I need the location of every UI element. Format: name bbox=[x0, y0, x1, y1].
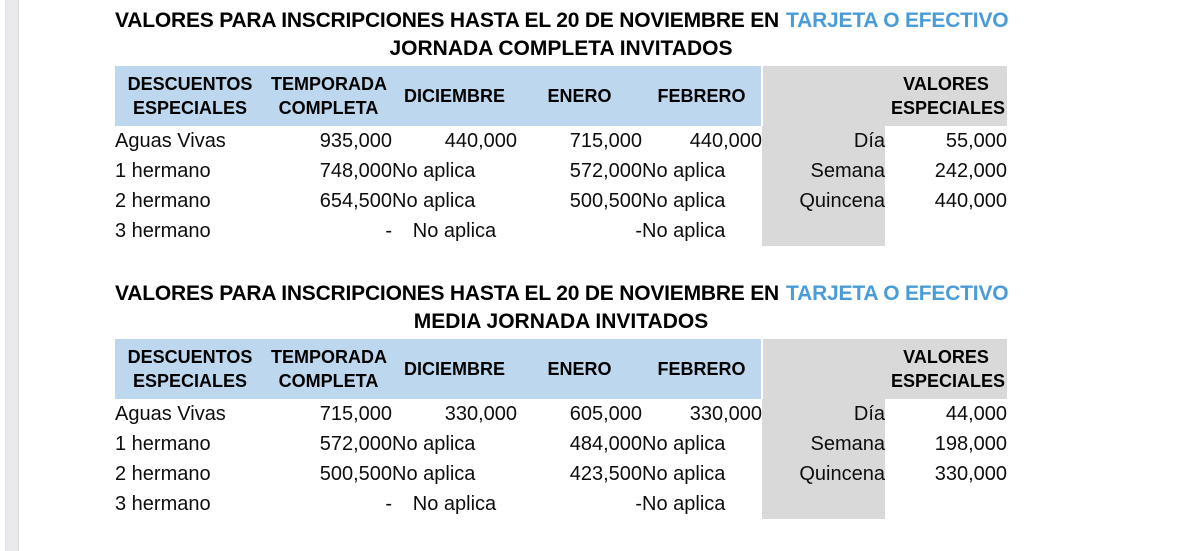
row-label-cell: 2 hermano bbox=[115, 463, 211, 485]
section-subtitle: MEDIA JORNADA INVITADOS bbox=[413, 310, 709, 333]
column-header-spacer bbox=[762, 66, 885, 126]
special-value-cell: 198,000 bbox=[934, 433, 1007, 455]
section-title-text: VALORES PARA INSCRIPCIONES HASTA EL 20 DE NOVIEMBRE EN bbox=[115, 9, 780, 32]
pricing-section-jornada-completa bbox=[115, 8, 1007, 246]
enero-value-cell: - bbox=[635, 493, 642, 515]
table-row bbox=[115, 399, 1007, 429]
diciembre-value-cell: No aplica bbox=[392, 160, 476, 182]
column-header-febrero: FEBRERO bbox=[642, 66, 762, 126]
febrero-value-cell: No aplica bbox=[642, 190, 726, 212]
febrero-value-cell: No aplica bbox=[642, 493, 726, 515]
special-value-cell bbox=[885, 489, 1007, 519]
enero-value-cell: 484,000 bbox=[569, 433, 642, 455]
table-row bbox=[115, 489, 1007, 519]
diciembre-value-cell: 330,000 bbox=[444, 403, 517, 425]
row-label-cell: Aguas Vivas bbox=[115, 403, 226, 425]
section-title-highlight: TARJETA O EFECTIVO bbox=[786, 9, 1009, 32]
diciembre-value-cell: 440,000 bbox=[444, 130, 517, 152]
special-period-cell: Día bbox=[762, 399, 885, 429]
column-header-temporada: TEMPORADA COMPLETA bbox=[265, 339, 392, 399]
column-header-spacer bbox=[762, 339, 885, 399]
column-header-temporada: TEMPORADA COMPLETA bbox=[265, 66, 392, 126]
column-header-descuentos: DESCUENTOS ESPECIALES bbox=[115, 66, 265, 126]
pricing-table-jornada-completa bbox=[115, 66, 1007, 246]
temporada-value-cell: 654,500 bbox=[319, 190, 392, 212]
special-period-cell bbox=[762, 216, 885, 246]
diciembre-value-cell: No aplica bbox=[392, 433, 476, 455]
section-title-highlight: TARJETA O EFECTIVO bbox=[786, 282, 1009, 305]
febrero-value-cell: No aplica bbox=[642, 220, 726, 242]
special-value-cell: 330,000 bbox=[934, 463, 1007, 485]
special-value-cell: 440,000 bbox=[934, 190, 1007, 212]
enero-value-cell: 605,000 bbox=[569, 403, 642, 425]
row-label-cell: 2 hermano bbox=[115, 190, 211, 212]
diciembre-value-cell: No aplica bbox=[412, 493, 497, 515]
section-title-text: VALORES PARA INSCRIPCIONES HASTA EL 20 DE NOVIEMBRE EN bbox=[115, 282, 780, 305]
column-header-diciembre: DICIEMBRE bbox=[392, 66, 517, 126]
special-value-cell: 242,000 bbox=[934, 160, 1007, 182]
table-row bbox=[115, 216, 1007, 246]
enero-value-cell: 572,000 bbox=[569, 160, 642, 182]
temporada-value-cell: 500,500 bbox=[319, 463, 392, 485]
header-row bbox=[115, 66, 1007, 126]
special-period-cell bbox=[762, 489, 885, 519]
temporada-value-cell: 715,000 bbox=[319, 403, 392, 425]
febrero-value-cell: 330,000 bbox=[689, 403, 762, 425]
special-value-cell: 55,000 bbox=[945, 130, 1007, 152]
enero-value-cell: - bbox=[635, 220, 642, 242]
column-header-descuentos: DESCUENTOS ESPECIALES bbox=[115, 339, 265, 399]
column-header-valores-especiales: VALORES ESPECIALES bbox=[885, 339, 1007, 399]
temporada-value-cell: - bbox=[385, 493, 392, 515]
row-label-cell: 3 hermano bbox=[115, 493, 211, 515]
scrollbar-track[interactable] bbox=[5, 0, 19, 551]
table-row bbox=[115, 186, 1007, 216]
header-row bbox=[115, 339, 1007, 399]
table-row bbox=[115, 126, 1007, 156]
column-header-enero: ENERO bbox=[517, 339, 642, 399]
row-label-cell: 3 hermano bbox=[115, 220, 211, 242]
special-period-cell: Semana bbox=[762, 429, 885, 459]
febrero-value-cell: No aplica bbox=[642, 433, 726, 455]
row-label-cell: 1 hermano bbox=[115, 160, 211, 182]
column-header-febrero: FEBRERO bbox=[642, 339, 762, 399]
column-header-valores-especiales: VALORES ESPECIALES bbox=[885, 66, 1007, 126]
section-subtitle: JORNADA COMPLETA INVITADOS bbox=[389, 37, 733, 60]
row-label-cell: 1 hermano bbox=[115, 433, 211, 455]
row-label-cell: Aguas Vivas bbox=[115, 130, 226, 152]
column-header-enero: ENERO bbox=[517, 66, 642, 126]
pricing-section-media-jornada bbox=[115, 281, 1007, 519]
section-title bbox=[115, 8, 1007, 34]
special-period-cell: Quincena bbox=[762, 186, 885, 216]
special-period-cell: Quincena bbox=[762, 459, 885, 489]
febrero-value-cell: No aplica bbox=[642, 463, 726, 485]
diciembre-value-cell: No aplica bbox=[412, 220, 497, 242]
diciembre-value-cell: No aplica bbox=[392, 190, 476, 212]
febrero-value-cell: No aplica bbox=[642, 160, 726, 182]
special-period-cell: Día bbox=[762, 126, 885, 156]
special-period-cell: Semana bbox=[762, 156, 885, 186]
temporada-value-cell: 935,000 bbox=[319, 130, 392, 152]
section-title bbox=[115, 281, 1007, 307]
special-value-cell bbox=[885, 216, 1007, 246]
temporada-value-cell: 572,000 bbox=[319, 433, 392, 455]
diciembre-value-cell: No aplica bbox=[392, 463, 476, 485]
febrero-value-cell: 440,000 bbox=[689, 130, 762, 152]
enero-value-cell: 423,500 bbox=[569, 463, 642, 485]
temporada-value-cell: - bbox=[385, 220, 392, 242]
enero-value-cell: 500,500 bbox=[569, 190, 642, 212]
pricing-table-media-jornada bbox=[115, 339, 1007, 519]
special-value-cell: 44,000 bbox=[945, 403, 1007, 425]
table-row bbox=[115, 459, 1007, 489]
table-row bbox=[115, 429, 1007, 459]
table-row bbox=[115, 156, 1007, 186]
column-header-diciembre: DICIEMBRE bbox=[392, 339, 517, 399]
temporada-value-cell: 748,000 bbox=[319, 160, 392, 182]
enero-value-cell: 715,000 bbox=[569, 130, 642, 152]
